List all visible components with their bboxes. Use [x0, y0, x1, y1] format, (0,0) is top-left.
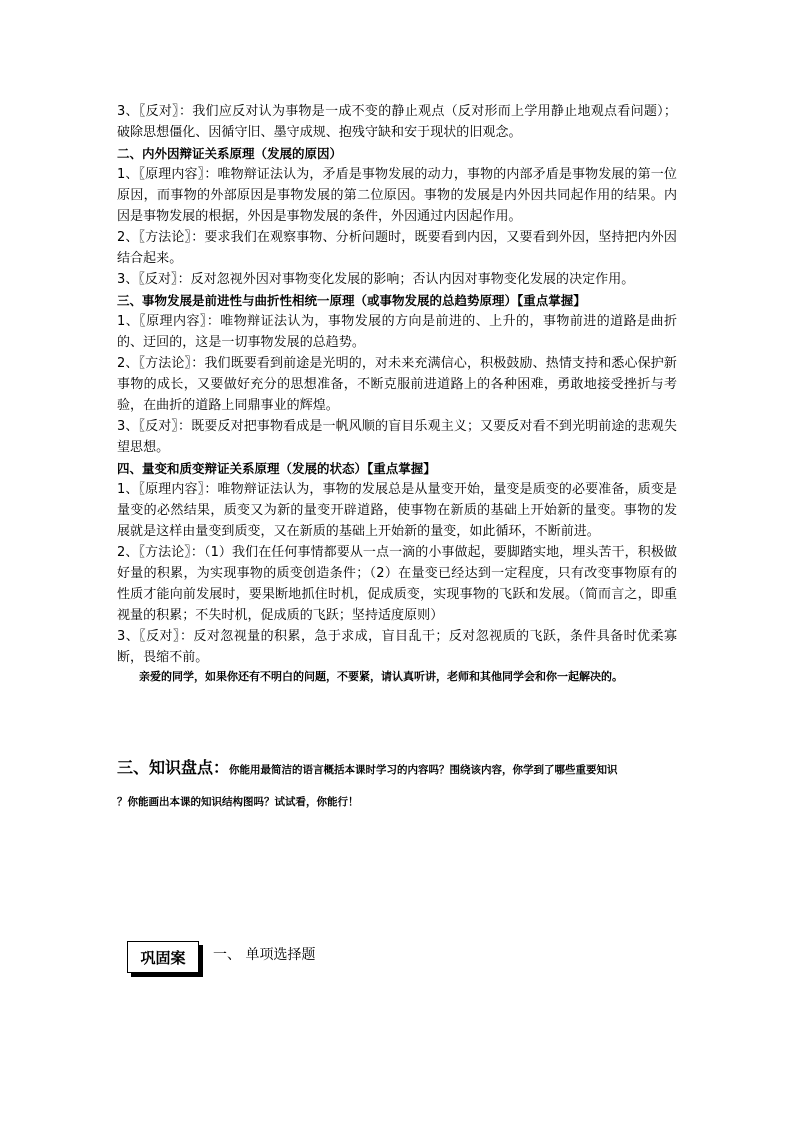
- para-10: 3、〖反对〗：反对忽视量的积累，急于求成，盲目乱干；反对忽视质的飞跃，条件具备时优柔寡断，畏缩不前。: [117, 629, 677, 665]
- para-6: 2、〖方法论〗：我们既要看到前途是光明的，对未来充满信心，积极鼓励、热情支持和悉心保护新事物的成长，又要做好充分的思想准备，不断克服前进道路上的各种困难，勇敢地接受挫折与考验，在曲折的道路上同鼎事业的辉煌。: [117, 356, 677, 413]
- consolidation-box: 巩固案: [127, 941, 199, 973]
- para-9: 2、〖方法论〗：（1）我们在任何事情都要从一点一滴的小事做起，要脚踏实地，埋头苦干，积极做好量的积累，为实现事物的质变创造条件；（2）在量变已经达到一定程度，只有改变事物原有的性质才能向前发展时，要果断地抓住时机，促成质变，实现事物的飞跃和发展。（简而言之，即重视量的积累；不失时机，促成质的飞跃；坚持适度原则）: [117, 545, 677, 623]
- summary-prompt-2: ？你能画出本课的知识结构图吗？试试看，你能行！: [117, 796, 359, 808]
- lesson-content: [117, 101, 677, 686]
- para-7: 3、〖反对〗：既要反对把事物看成是一帆风顺的盲目乐观主义；又要反对看不到光明前途的悲观失望思想。: [117, 419, 677, 455]
- encouragement-note: 亲爱的同学，如果你还有不明白的问题，不要紧，请认真听讲，老师和其他同学会和你一起解决的。: [139, 670, 623, 683]
- heading-quantity-quality: 四、量变和质变辩证关系原理（发展的状态）【重点掌握】: [117, 461, 436, 476]
- para-3: 2、〖方法论〗：要求我们在观察事物、分析问题时，既要看到内因，又要看到外因，坚持把内外因结合起来。: [117, 230, 677, 266]
- heading-inner-outer-cause: 二、内外因辩证关系原理（发展的原因）: [117, 146, 343, 161]
- para-1: 3、〖反对〗：我们应反对认为事物是一成不变的静止观点（反对形而上学用静止地观点看问题）；破除思想僵化、因循守旧、墨守成规、抱残守缺和安于现状的旧观念。: [117, 104, 677, 140]
- section-title-single-choice: 一、 单项选择题: [213, 947, 316, 963]
- knowledge-summary: [117, 756, 687, 814]
- heading-development-trend: 三、事物发展是前进性与曲折性相统一原理（或事物发展的总趋势原理）【重点掌握】: [117, 293, 586, 308]
- para-5: 1、〖原理内容〗：唯物辩证法认为，事物发展的方向是前进的、上升的，事物前进的道路是曲折的、迂回的，这是一切事物发展的总趋势。: [117, 314, 677, 350]
- para-2: 1、〖原理内容〗：唯物辩证法认为，矛盾是事物发展的动力，事物的内部矛盾是事物发展的第一位原因，而事物的外部原因是事物发展的第二位原因。事物的发展是内外因共同起作用的结果。内因是事物发展的根据，外因是事物发展的条件，外因通过内因起作用。: [117, 167, 677, 224]
- para-4: 3、〖反对〗：反对忽视外因对事物变化发展的影响；否认内因对事物变化发展的决定作用。: [117, 272, 635, 287]
- summary-prompt-1: 你能用最简洁的语言概括本课时学习的内容吗？围绕该内容，你学到了哪些重要知识: [229, 764, 618, 776]
- para-8: 1、〖原理内容〗：唯物辩证法认为，事物的发展总是从量变开始，量变是质变的必要准备，质变是量变的必然结果，质变又为新的量变开辟道路，使事物在新质的基础上开始新的量变。事物的发展就是这样由量变到质变，又在新质的基础上开始新的量变，如此循环，不断前进。: [117, 482, 677, 539]
- summary-heading: 三、知识盘点：: [117, 758, 230, 777]
